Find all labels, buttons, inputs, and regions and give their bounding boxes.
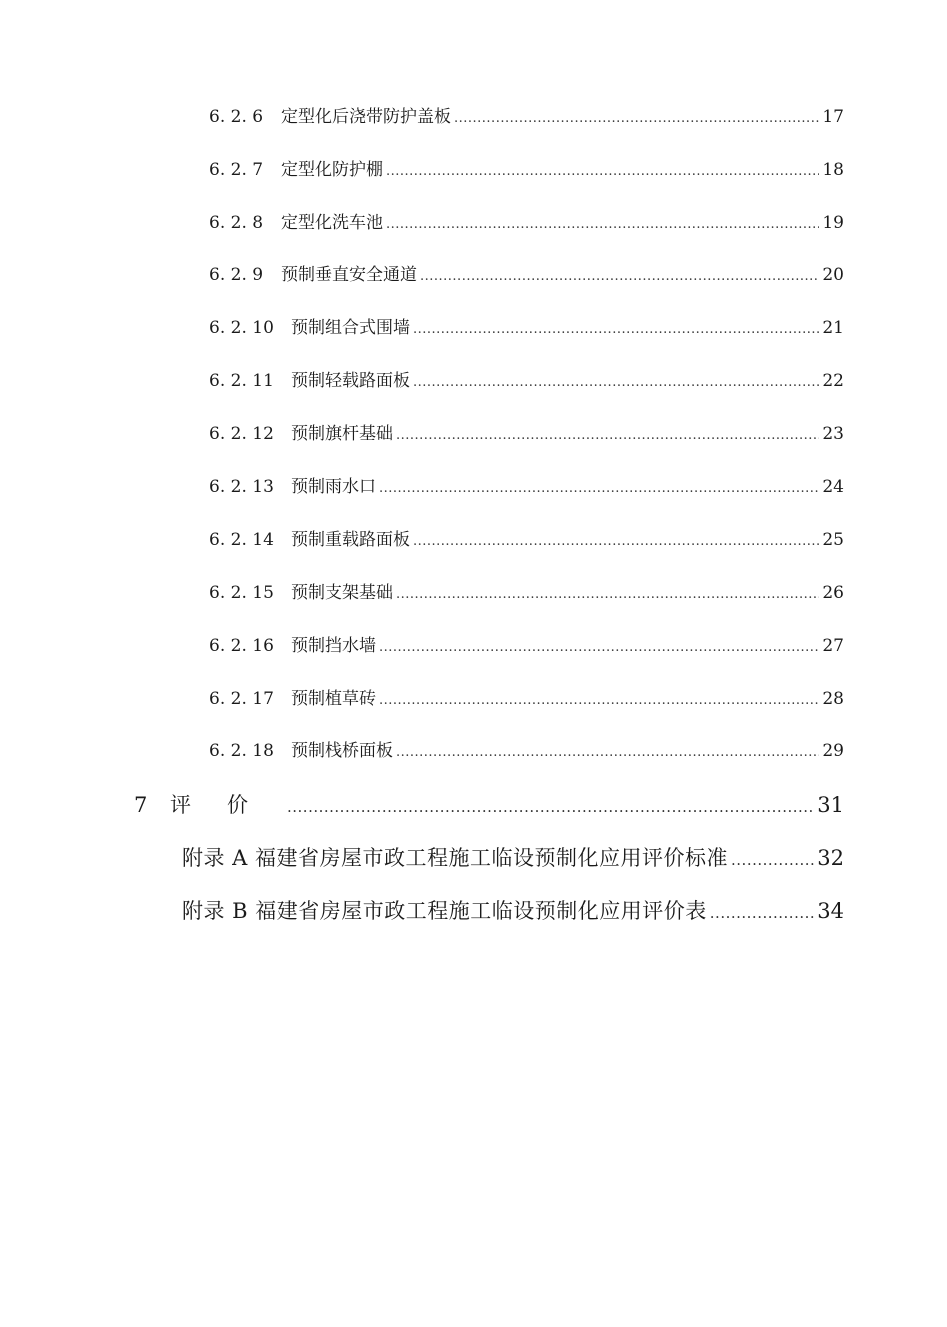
toc-entry-number: 6. 2. 9 [209,265,264,285]
toc-appendix-a[interactable] [182,848,844,869]
toc-chapter-title: 评价 [170,793,284,817]
toc-appendix-title: 附录 B 福建省房屋市政工程施工临设预制化应用评价表 [182,899,707,923]
dot-leader [386,162,819,179]
dot-leader [379,638,819,655]
toc-entry-title: 预制重载路面板 [291,530,410,550]
dot-leader [396,426,819,443]
toc-entry-6-2-12[interactable] [209,426,844,443]
toc-entry-page: 19 [822,213,844,233]
toc-entry-page: 21 [822,318,844,338]
toc-entry-6-2-10[interactable] [209,320,844,337]
toc-entry-title: 预制旗杆基础 [291,424,393,444]
toc-entry-page: 23 [822,424,844,444]
toc-entry-title: 预制挡水墙 [291,636,376,656]
toc-entry-number: 6. 2. 16 [209,636,274,656]
dot-leader [413,320,819,337]
toc-entry-title: 预制支架基础 [291,583,393,603]
dot-leader [454,109,819,126]
toc-entry-page: 29 [822,741,844,761]
toc-entry-page: 24 [822,477,844,497]
toc-chapter-7[interactable] [134,795,844,816]
toc-entry-6-2-13[interactable] [209,479,844,496]
toc-entry-page: 18 [822,160,844,180]
toc-entry-6-2-11[interactable] [209,373,844,390]
toc-entry-title: 预制组合式围墙 [291,318,410,338]
toc-entry-number: 6. 2. 15 [209,583,274,603]
dot-leader [413,532,819,549]
toc-entry-number: 6. 2. 13 [209,477,274,497]
toc-entry-number: 6. 2. 10 [209,318,274,338]
toc-chapter-page: 31 [817,793,844,817]
toc-entry-6-2-9[interactable] [209,267,844,284]
toc-entry-6-2-15[interactable] [209,585,844,602]
toc-entry-title: 预制垂直安全通道 [281,265,417,285]
toc-entry-page: 25 [822,530,844,550]
dot-leader [379,691,819,708]
toc-appendix-title: 附录 A 福建省房屋市政工程施工临设预制化应用评价标准 [182,846,729,870]
toc-entry-page: 27 [822,636,844,656]
toc-entry-title: 定型化防护棚 [281,160,383,180]
toc-entry-number: 6. 2. 12 [209,424,274,444]
dot-leader [396,743,819,760]
toc-entry-page: 28 [822,689,844,709]
toc-entry-title: 预制雨水口 [291,477,376,497]
dot-leader [710,901,814,922]
toc-entry-number: 6. 2. 7 [209,160,264,180]
toc-entry-number: 6. 2. 8 [209,213,264,233]
toc-chapter-number: 7 [134,793,148,817]
toc-entry-number: 6. 2. 6 [209,107,264,127]
toc-entry-title: 预制植草砖 [291,689,376,709]
toc-entry-title: 定型化后浇带防护盖板 [281,107,451,127]
toc-entry-page: 20 [822,265,844,285]
toc-entry-6-2-7[interactable] [209,162,844,179]
toc-entry-6-2-14[interactable] [209,532,844,549]
toc-entry-page: 17 [822,107,844,127]
toc-appendix-b[interactable] [182,901,844,922]
toc-entry-page: 22 [822,371,844,391]
toc-entry-6-2-18[interactable] [209,743,844,760]
toc-entry-title: 预制栈桥面板 [291,741,393,761]
toc-entry-number: 6. 2. 14 [209,530,274,550]
dot-leader [420,267,819,284]
dot-leader [379,479,819,496]
dot-leader [413,373,819,390]
toc-entry-6-2-17[interactable] [209,691,844,708]
toc-appendix-page: 34 [817,899,844,923]
toc-entry-title: 预制轻载路面板 [291,371,410,391]
toc-entry-title: 定型化洗车池 [281,213,383,233]
toc-entry-6-2-8[interactable] [209,215,844,232]
toc-entry-number: 6. 2. 18 [209,741,274,761]
dot-leader [287,795,814,816]
toc-entry-number: 6. 2. 11 [209,371,274,391]
toc-entry-page: 26 [822,583,844,603]
dot-leader [396,585,819,602]
toc-entry-6-2-6[interactable] [209,109,844,126]
toc-entry-number: 6. 2. 17 [209,689,274,709]
dot-leader [386,215,819,232]
dot-leader [731,848,814,869]
toc-appendix-page: 32 [817,846,844,870]
toc-entry-6-2-16[interactable] [209,638,844,655]
